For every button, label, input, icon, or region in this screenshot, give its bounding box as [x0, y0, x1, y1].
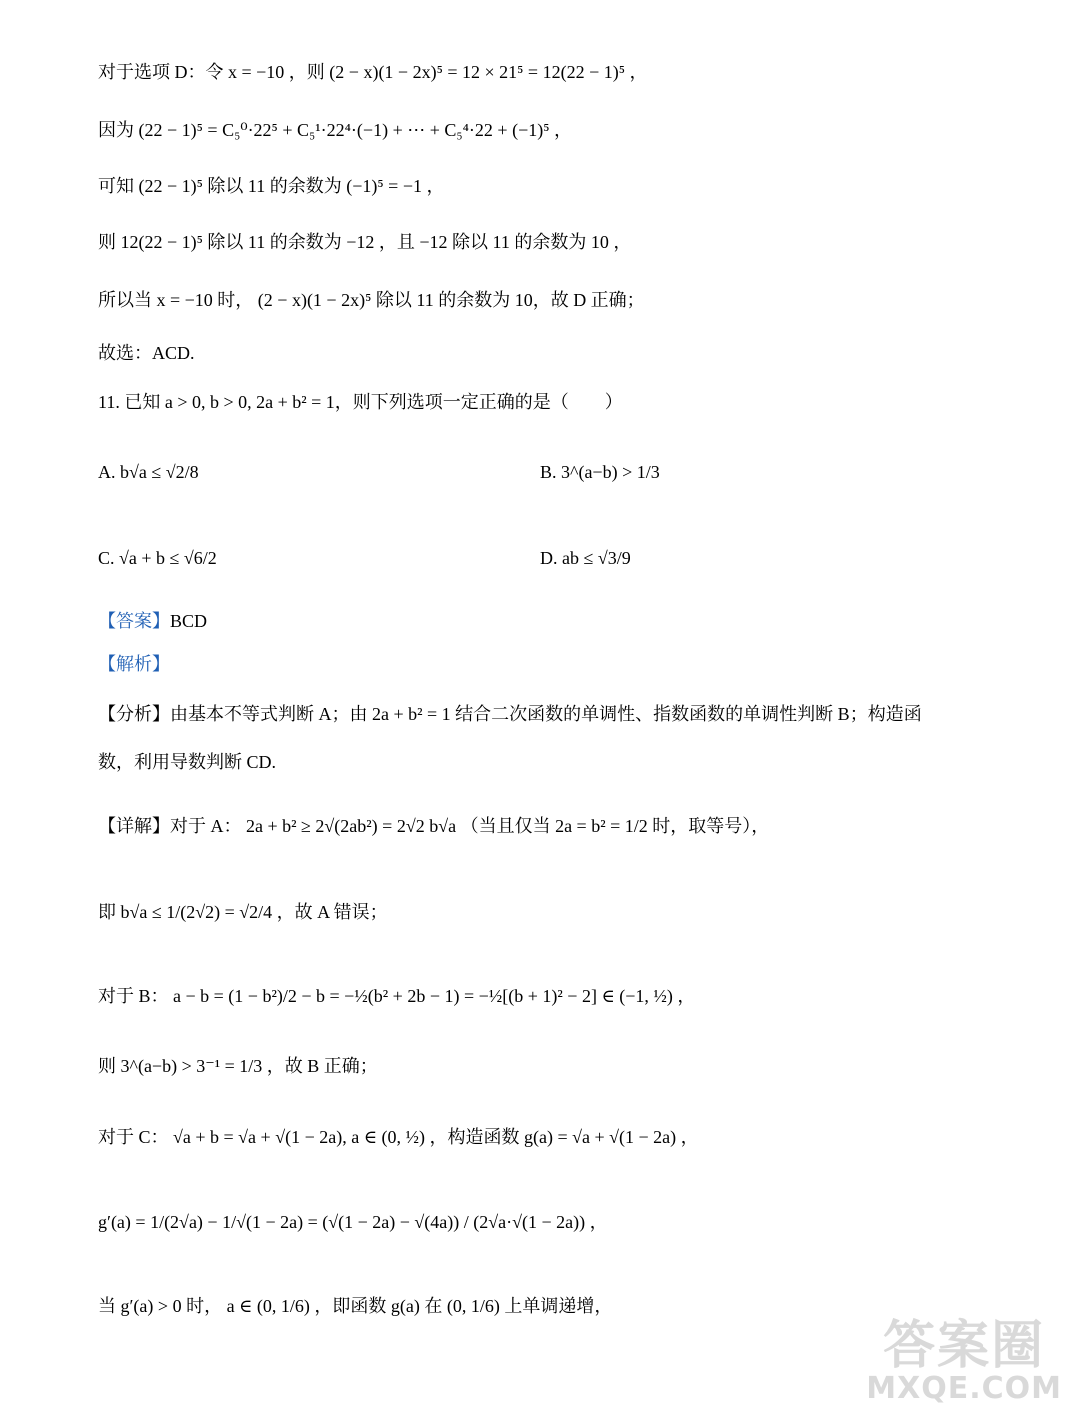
watermark-en: MXQE.COM	[866, 1371, 1062, 1406]
option-a: A. b√a ≤ √2/8	[98, 462, 199, 482]
detail-line: 当 g′(a) > 0 时， a ∈ (0, 1/6) ，即函数 g(a) 在 (0, 1/6) 上单调递增，	[98, 1296, 613, 1316]
fenxi-line-2: 数，利用导数判断 CD.	[98, 752, 277, 772]
analysis-tag: 【解析】	[98, 654, 170, 674]
fenxi-line	[98, 704, 922, 726]
text-line: 所以当 x = −10 时， (2 − x)(1 − 2x)⁵ 除以 11 的余数为 10，故 D 正确；	[98, 290, 645, 310]
fenxi-text: 由基本不等式判断 A；由 2a + b² = 1 结合二次函数的单调性、指数函数的单调性判断 B；构造函	[170, 704, 922, 724]
option-d: D. ab ≤ √3/9	[540, 548, 631, 568]
question-11: 11. 已知 a > 0, b > 0, 2a + b² = 1，则下列选项一定正确的是（ ）	[98, 392, 623, 412]
fenxi-tag: 【分析】	[98, 704, 170, 724]
watermark-logo	[866, 1316, 1062, 1406]
analysis-heading	[98, 654, 170, 676]
detail-tag: 【详解】	[98, 816, 170, 836]
detail-line	[98, 816, 769, 838]
detail-line: 对于 C： √a + b = √a + √(1 − 2a), a ∈ (0, ½) ，构造函数 g(a) = √a + √(1 − 2a) ，	[98, 1127, 699, 1147]
answer-line	[98, 611, 207, 633]
text-line: 故选：ACD.	[98, 343, 195, 363]
detail-line: 对于 B： a − b = (1 − b²)/2 − b = −½(b² + 2b − 1) = −½[(b + 1)² − 2] ∈ (−1, ½) ，	[98, 986, 696, 1006]
option-c: C. √a + b ≤ √6/2	[98, 548, 217, 568]
watermark-cn: 答案圈	[883, 1316, 1046, 1376]
text-line: 则 12(22 − 1)⁵ 除以 11 的余数为 −12 ，且 −12 除以 11 的余数为 10 ，	[98, 232, 632, 252]
detail-text: 对于 A： 2a + b² ≥ 2√(2ab²) = 2√2 b√a （当且仅当 2a = b² = 1/2 时，取等号），	[170, 816, 770, 836]
answer-tag: 【答案】	[98, 611, 170, 631]
text-line: 对于选项 D：令 x = −10 ，则 (2 − x)(1 − 2x)⁵ = 12 × 21⁵ = 12(22 − 1)⁵ ，	[98, 62, 648, 82]
answer-text: BCD	[170, 611, 208, 631]
text-line: 因为 (22 − 1)⁵ = C₅⁰·22⁵ + C₅¹·22⁴·(−1) + ⋯ + C₅⁴·22 + (−1)⁵ ，	[98, 120, 572, 140]
detail-line: 则 3^(a−b) > 3⁻¹ = 1/3 ，故 B 正确；	[98, 1056, 378, 1076]
text-line: 可知 (22 − 1)⁵ 除以 11 的余数为 (−1)⁵ = −1 ，	[98, 176, 445, 196]
detail-line: g′(a) = 1/(2√a) − 1/√(1 − 2a) = (√(1 − 2a) − √(4a)) / (2√a·√(1 − 2a)) ，	[98, 1212, 608, 1232]
detail-line: 即 b√a ≤ 1/(2√2) = √2/4 ，故 A 错误；	[98, 902, 388, 922]
option-b: B. 3^(a−b) > 1/3	[540, 462, 660, 482]
